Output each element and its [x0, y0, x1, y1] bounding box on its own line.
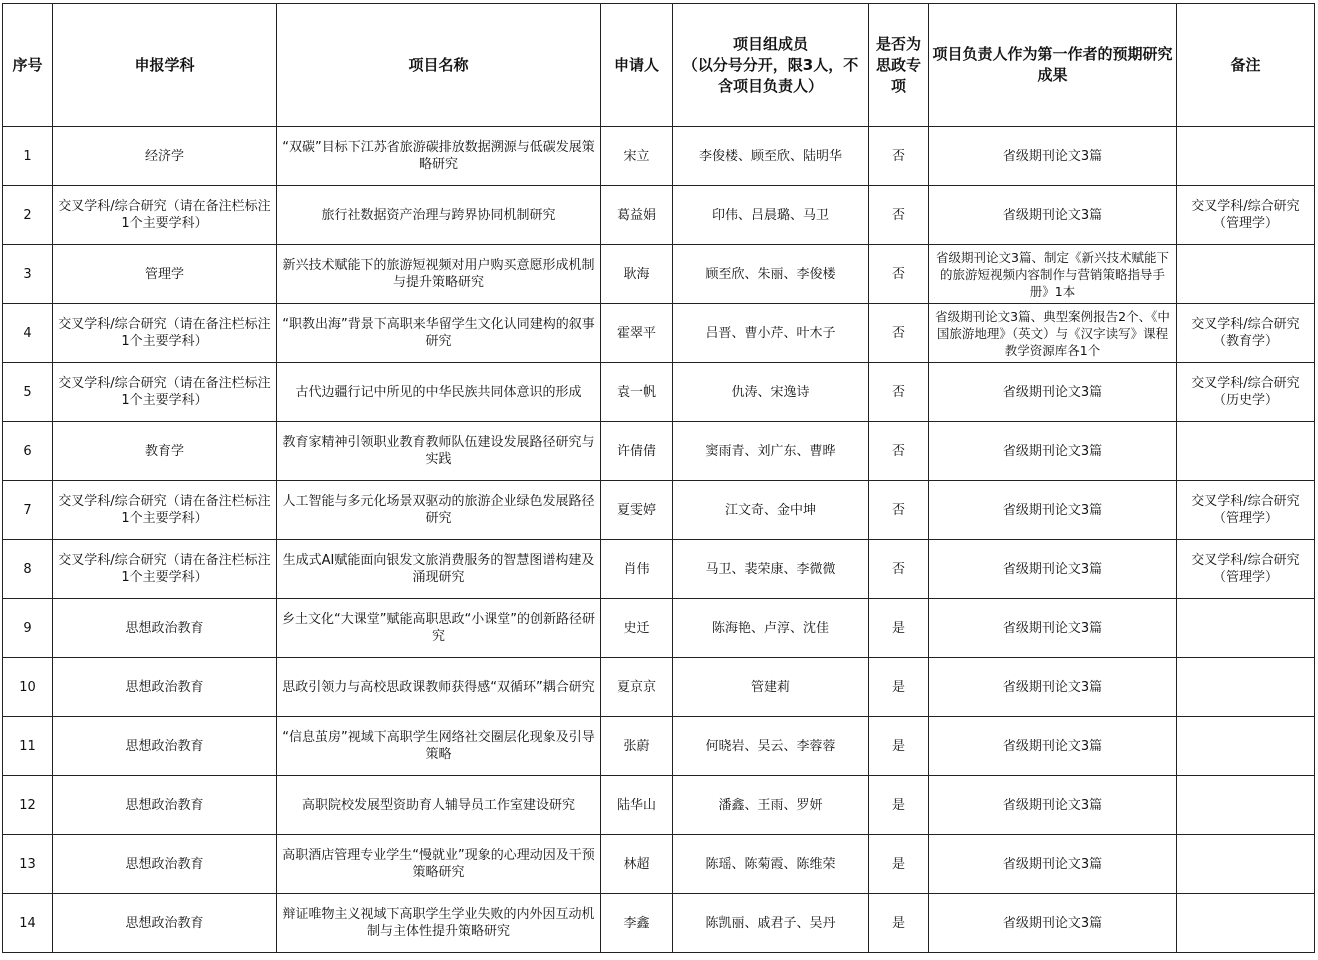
- cell-remarks: 交叉学科/综合研究（教育学）: [1177, 304, 1315, 363]
- cell-discipline: 思想政治教育: [53, 894, 277, 953]
- cell-project-name: 旅行社数据资产治理与跨界协同机制研究: [277, 186, 601, 245]
- cell-expected-output: 省级期刊论文3篇、制定《新兴技术赋能下的旅游短视频内容制作与营销策略指导手册》1本: [929, 245, 1177, 304]
- cell-serial: 12: [3, 776, 53, 835]
- cell-expected-output: 省级期刊论文3篇: [929, 481, 1177, 540]
- cell-ideology-flag: 否: [869, 422, 929, 481]
- cell-ideology-flag: 是: [869, 776, 929, 835]
- cell-discipline: 思想政治教育: [53, 658, 277, 717]
- cell-applicant: 袁一帆: [601, 363, 673, 422]
- cell-project-name: 思政引领力与高校思政课教师获得感“双循环”耦合研究: [277, 658, 601, 717]
- header-project-name: 项目名称: [277, 4, 601, 127]
- cell-serial: 2: [3, 186, 53, 245]
- header-expected-output: 项目负责人作为第一作者的预期研究成果: [929, 4, 1177, 127]
- cell-members: 仇涛、宋逸诗: [673, 363, 869, 422]
- cell-remarks: 交叉学科/综合研究（管理学）: [1177, 481, 1315, 540]
- cell-remarks: [1177, 835, 1315, 894]
- cell-expected-output: 省级期刊论文3篇: [929, 658, 1177, 717]
- cell-serial: 1: [3, 127, 53, 186]
- cell-members: 管建莉: [673, 658, 869, 717]
- cell-members: 吕晋、曹小芹、叶木子: [673, 304, 869, 363]
- cell-expected-output: 省级期刊论文3篇、典型案例报告2个、《中国旅游地理》（英文）与《汉字读写》课程教学资源库各1个: [929, 304, 1177, 363]
- table-row: [3, 127, 1315, 186]
- cell-remarks: [1177, 245, 1315, 304]
- cell-members: 何晓岩、吴云、李蓉蓉: [673, 717, 869, 776]
- cell-remarks: [1177, 127, 1315, 186]
- cell-discipline: 交叉学科/综合研究（请在备注栏标注1个主要学科）: [53, 304, 277, 363]
- header-members: 项目组成员 （以分号分开，限3人，不含项目负责人）: [673, 4, 869, 127]
- table-row: [3, 835, 1315, 894]
- cell-members: 陈瑶、陈菊霞、陈维荣: [673, 835, 869, 894]
- cell-applicant: 夏京京: [601, 658, 673, 717]
- cell-project-name: 古代边疆行记中所见的中华民族共同体意识的形成: [277, 363, 601, 422]
- cell-project-name: “职教出海”背景下高职来华留学生文化认同建构的叙事研究: [277, 304, 601, 363]
- cell-serial: 13: [3, 835, 53, 894]
- cell-discipline: 交叉学科/综合研究（请在备注栏标注1个主要学科）: [53, 481, 277, 540]
- cell-discipline: 经济学: [53, 127, 277, 186]
- cell-members: 李俊楼、顾至欣、陆明华: [673, 127, 869, 186]
- cell-applicant: 李鑫: [601, 894, 673, 953]
- cell-project-name: 新兴技术赋能下的旅游短视频对用户购买意愿形成机制与提升策略研究: [277, 245, 601, 304]
- cell-remarks: [1177, 776, 1315, 835]
- cell-serial: 14: [3, 894, 53, 953]
- table-row: [3, 304, 1315, 363]
- table-row: [3, 894, 1315, 953]
- table-row: [3, 422, 1315, 481]
- cell-applicant: 霍翠平: [601, 304, 673, 363]
- cell-applicant: 许倩倩: [601, 422, 673, 481]
- cell-project-name: “双碳”目标下江苏省旅游碳排放数据溯源与低碳发展策略研究: [277, 127, 601, 186]
- cell-project-name: 辩证唯物主义视域下高职学生学业失败的内外因互动机制与主体性提升策略研究: [277, 894, 601, 953]
- cell-project-name: 人工智能与多元化场景双驱动的旅游企业绿色发展路径研究: [277, 481, 601, 540]
- cell-ideology-flag: 否: [869, 540, 929, 599]
- cell-remarks: [1177, 894, 1315, 953]
- cell-ideology-flag: 是: [869, 599, 929, 658]
- cell-applicant: 陆华山: [601, 776, 673, 835]
- cell-serial: 10: [3, 658, 53, 717]
- cell-discipline: 思想政治教育: [53, 776, 277, 835]
- cell-serial: 4: [3, 304, 53, 363]
- cell-remarks: [1177, 717, 1315, 776]
- cell-remarks: [1177, 599, 1315, 658]
- cell-applicant: 肖伟: [601, 540, 673, 599]
- cell-applicant: 张蔚: [601, 717, 673, 776]
- cell-ideology-flag: 否: [869, 481, 929, 540]
- cell-project-name: 生成式AI赋能面向银发文旅消费服务的智慧图谱构建及涌现研究: [277, 540, 601, 599]
- cell-remarks: [1177, 422, 1315, 481]
- cell-members: 印伟、吕晨璐、马卫: [673, 186, 869, 245]
- cell-serial: 11: [3, 717, 53, 776]
- cell-members: 顾至欣、朱丽、李俊楼: [673, 245, 869, 304]
- cell-ideology-flag: 否: [869, 186, 929, 245]
- header-serial: 序号: [3, 4, 53, 127]
- header-ideology-flag: 是否为思政专项: [869, 4, 929, 127]
- cell-serial: 3: [3, 245, 53, 304]
- table-row: [3, 599, 1315, 658]
- cell-remarks: 交叉学科/综合研究（管理学）: [1177, 186, 1315, 245]
- table-row: [3, 717, 1315, 776]
- table-row: [3, 245, 1315, 304]
- cell-applicant: 史迁: [601, 599, 673, 658]
- cell-discipline: 管理学: [53, 245, 277, 304]
- cell-expected-output: 省级期刊论文3篇: [929, 835, 1177, 894]
- header-remarks: 备注: [1177, 4, 1315, 127]
- cell-expected-output: 省级期刊论文3篇: [929, 363, 1177, 422]
- cell-remarks: [1177, 658, 1315, 717]
- cell-remarks: 交叉学科/综合研究（历史学）: [1177, 363, 1315, 422]
- cell-serial: 7: [3, 481, 53, 540]
- header-discipline: 申报学科: [53, 4, 277, 127]
- cell-discipline: 教育学: [53, 422, 277, 481]
- cell-expected-output: 省级期刊论文3篇: [929, 776, 1177, 835]
- cell-members: 江文奇、金中坤: [673, 481, 869, 540]
- project-table: [2, 3, 1315, 953]
- cell-project-name: 高职院校发展型资助育人辅导员工作室建设研究: [277, 776, 601, 835]
- cell-discipline: 思想政治教育: [53, 835, 277, 894]
- header-applicant: 申请人: [601, 4, 673, 127]
- cell-members: 马卫、裴荣康、李微微: [673, 540, 869, 599]
- table-row: [3, 363, 1315, 422]
- cell-expected-output: 省级期刊论文3篇: [929, 422, 1177, 481]
- cell-project-name: “信息茧房”视域下高职学生网络社交圈层化现象及引导策略: [277, 717, 601, 776]
- table-row: [3, 540, 1315, 599]
- cell-serial: 8: [3, 540, 53, 599]
- table-row: [3, 776, 1315, 835]
- cell-remarks: 交叉学科/综合研究（管理学）: [1177, 540, 1315, 599]
- cell-project-name: 教育家精神引领职业教育教师队伍建设发展路径研究与实践: [277, 422, 601, 481]
- cell-expected-output: 省级期刊论文3篇: [929, 599, 1177, 658]
- cell-ideology-flag: 否: [869, 363, 929, 422]
- cell-discipline: 交叉学科/综合研究（请在备注栏标注1个主要学科）: [53, 186, 277, 245]
- table-body: [3, 127, 1315, 953]
- table-row: [3, 658, 1315, 717]
- cell-discipline: 交叉学科/综合研究（请在备注栏标注1个主要学科）: [53, 363, 277, 422]
- cell-members: 窦雨青、刘广东、曹晔: [673, 422, 869, 481]
- cell-expected-output: 省级期刊论文3篇: [929, 717, 1177, 776]
- cell-members: 陈凯丽、戚君子、吴丹: [673, 894, 869, 953]
- cell-expected-output: 省级期刊论文3篇: [929, 186, 1177, 245]
- cell-serial: 6: [3, 422, 53, 481]
- cell-ideology-flag: 否: [869, 304, 929, 363]
- table-row: [3, 481, 1315, 540]
- cell-members: 陈海艳、卢淳、沈佳: [673, 599, 869, 658]
- cell-ideology-flag: 是: [869, 717, 929, 776]
- cell-discipline: 交叉学科/综合研究（请在备注栏标注1个主要学科）: [53, 540, 277, 599]
- table-row: [3, 186, 1315, 245]
- header-row: [3, 4, 1315, 127]
- cell-applicant: 夏雯婷: [601, 481, 673, 540]
- cell-members: 潘鑫、王雨、罗妍: [673, 776, 869, 835]
- cell-expected-output: 省级期刊论文3篇: [929, 894, 1177, 953]
- cell-applicant: 葛益娟: [601, 186, 673, 245]
- cell-ideology-flag: 是: [869, 894, 929, 953]
- cell-applicant: 耿海: [601, 245, 673, 304]
- cell-ideology-flag: 否: [869, 127, 929, 186]
- cell-serial: 5: [3, 363, 53, 422]
- cell-serial: 9: [3, 599, 53, 658]
- cell-project-name: 高职酒店管理专业学生“慢就业”现象的心理动因及干预策略研究: [277, 835, 601, 894]
- cell-ideology-flag: 是: [869, 658, 929, 717]
- cell-expected-output: 省级期刊论文3篇: [929, 127, 1177, 186]
- cell-applicant: 林超: [601, 835, 673, 894]
- cell-ideology-flag: 否: [869, 245, 929, 304]
- cell-discipline: 思想政治教育: [53, 599, 277, 658]
- cell-expected-output: 省级期刊论文3篇: [929, 540, 1177, 599]
- cell-ideology-flag: 是: [869, 835, 929, 894]
- cell-discipline: 思想政治教育: [53, 717, 277, 776]
- cell-applicant: 宋立: [601, 127, 673, 186]
- cell-project-name: 乡土文化“大课堂”赋能高职思政“小课堂”的创新路径研究: [277, 599, 601, 658]
